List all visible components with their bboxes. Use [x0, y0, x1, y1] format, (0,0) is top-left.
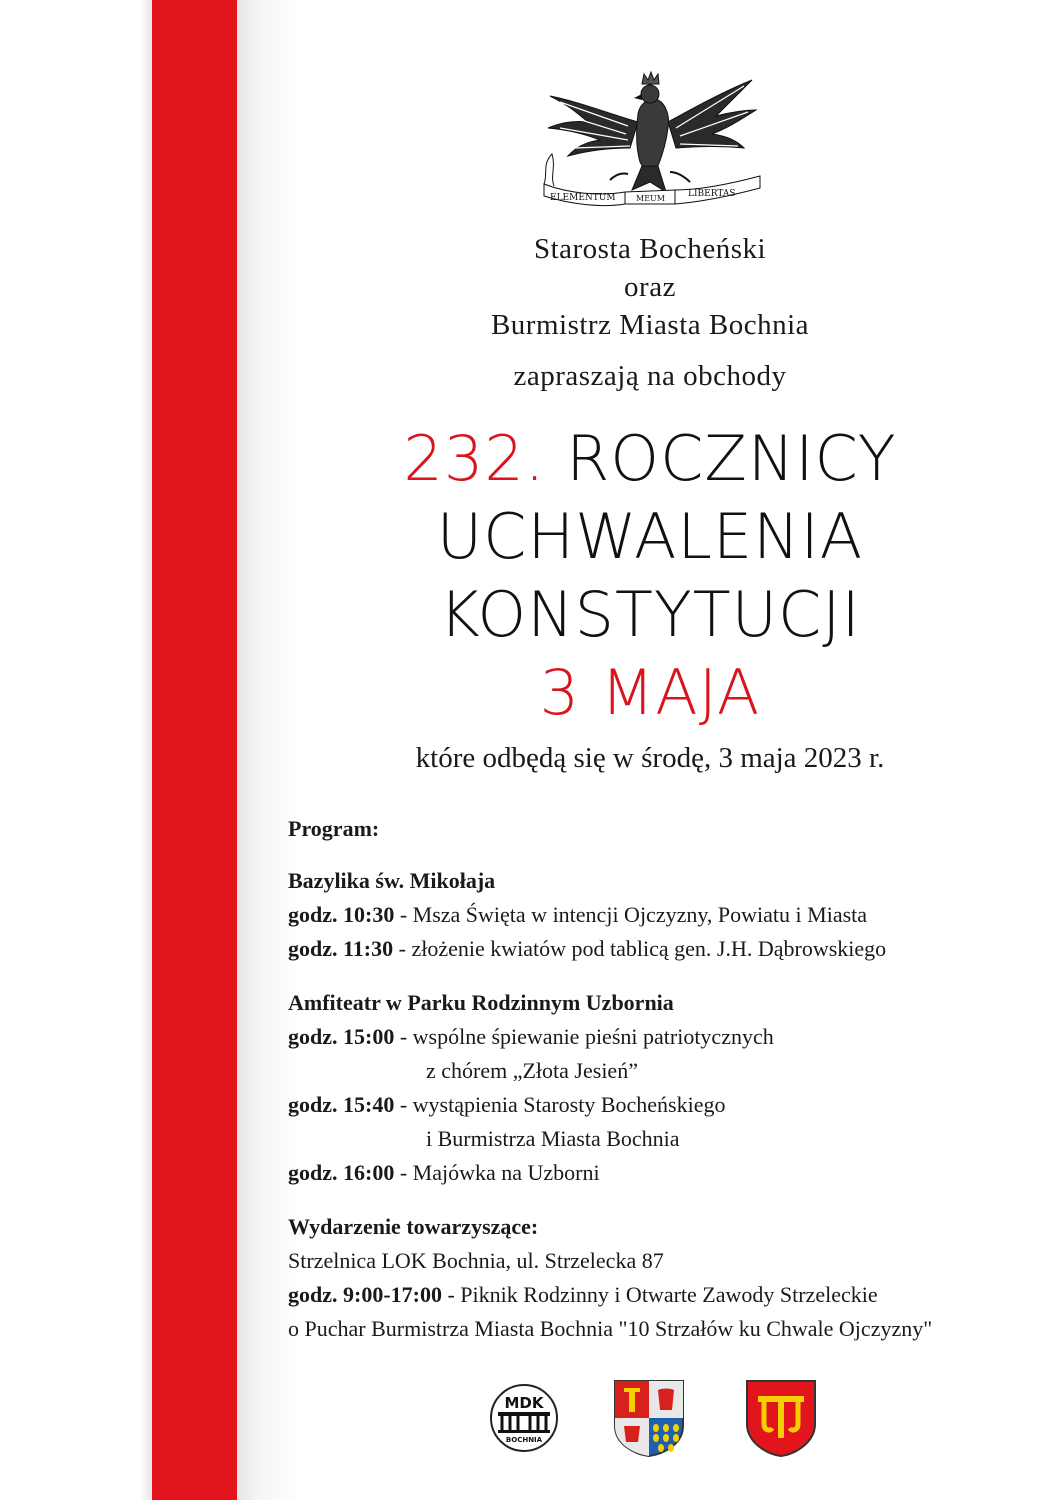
flag-stripe-shadow	[0, 0, 300, 1500]
anniversary-number: 232.	[403, 422, 546, 495]
program-desc: - Majówka na Uzborni	[394, 1160, 600, 1185]
program-time: godz. 15:40	[288, 1092, 395, 1117]
title-line-2: UCHWALENIA	[436, 500, 864, 573]
mdk-logo	[488, 1382, 560, 1454]
organizer-line-1: Starosta Bocheński	[533, 233, 767, 265]
motto-word-2: MEUM	[636, 194, 665, 203]
program-time: godz. 16:00	[288, 1160, 395, 1185]
title-line-1	[300, 420, 1000, 498]
program-desc: - Msza Święta w intencji Ojczyzny, Powiatu i Miasta	[394, 902, 868, 927]
venue-basilica: Bazylika św. Mikołaja	[288, 868, 496, 893]
side-event-place: Strzelnica LOK Bochnia, ul. Strzelecka 87	[288, 1248, 664, 1273]
mdk-logo-text: MDK	[504, 1394, 544, 1412]
side-event-desc: - Piknik Rodzinny i Otwarte Zawody Strzeleckie	[441, 1282, 878, 1307]
organizer-line-2: oraz	[624, 271, 676, 303]
motto-word-1: ELEMENTUM	[550, 193, 616, 203]
program	[288, 812, 1048, 1346]
city-coat-of-arms	[744, 1378, 818, 1458]
venue-amphitheatre: Amfiteatr w Parku Rodzinnym Uzbornia	[288, 990, 674, 1015]
program-item	[288, 932, 1048, 966]
date-line: które odbędą się w środę, 3 maja 2023 r.	[415, 742, 885, 774]
program-desc: - wystąpienia Starosty Bocheńskiego	[394, 1092, 726, 1117]
program-desc-cont: i Burmistrza Miasta Bochnia	[426, 1126, 680, 1151]
mdk-logo-subtext: BOCHNIA	[505, 1436, 543, 1444]
program-desc: - złożenie kwiatów pod tablicą gen. J.H. Dąbrowskiego	[393, 936, 887, 961]
program-time: godz. 15:00	[288, 1024, 395, 1049]
side-event-item	[288, 1278, 1048, 1312]
side-event-heading: Wydarzenie towarzyszące:	[288, 1214, 539, 1239]
invite-line: zapraszają na obchody	[513, 360, 787, 392]
program-item	[288, 898, 1048, 932]
program-time: godz. 10:30	[288, 902, 395, 927]
program-item	[288, 1088, 1048, 1122]
title-word-rocznicy: ROCZNICY	[566, 422, 897, 495]
eagle-emblem	[540, 44, 765, 214]
main-title	[300, 420, 1000, 732]
organizers	[300, 230, 1000, 344]
title-line-4: 3 MAJA	[539, 656, 761, 729]
program-time: godz. 11:30	[288, 936, 394, 961]
county-coat-of-arms	[612, 1378, 686, 1458]
motto-word-3: LIBERTAS	[688, 189, 736, 199]
program-desc-cont: z chórem „Złota Jesień”	[426, 1058, 638, 1083]
side-event-cont: o Puchar Burmistrza Miasta Bochnia "10 Strzałów ku Chwale Ojczyzny"	[288, 1316, 933, 1341]
organizer-line-3: Burmistrz Miasta Bochnia	[490, 309, 810, 341]
side-event-time: godz. 9:00-17:00	[288, 1282, 442, 1307]
title-line-3: KONSTYTUCJI	[439, 578, 861, 651]
flag-red-stripe	[152, 0, 237, 1500]
program-item	[288, 1020, 1048, 1054]
program-item	[288, 1156, 1048, 1190]
program-desc: - wspólne śpiewanie pieśni patriotycznych	[394, 1024, 774, 1049]
program-heading: Program:	[288, 816, 380, 841]
